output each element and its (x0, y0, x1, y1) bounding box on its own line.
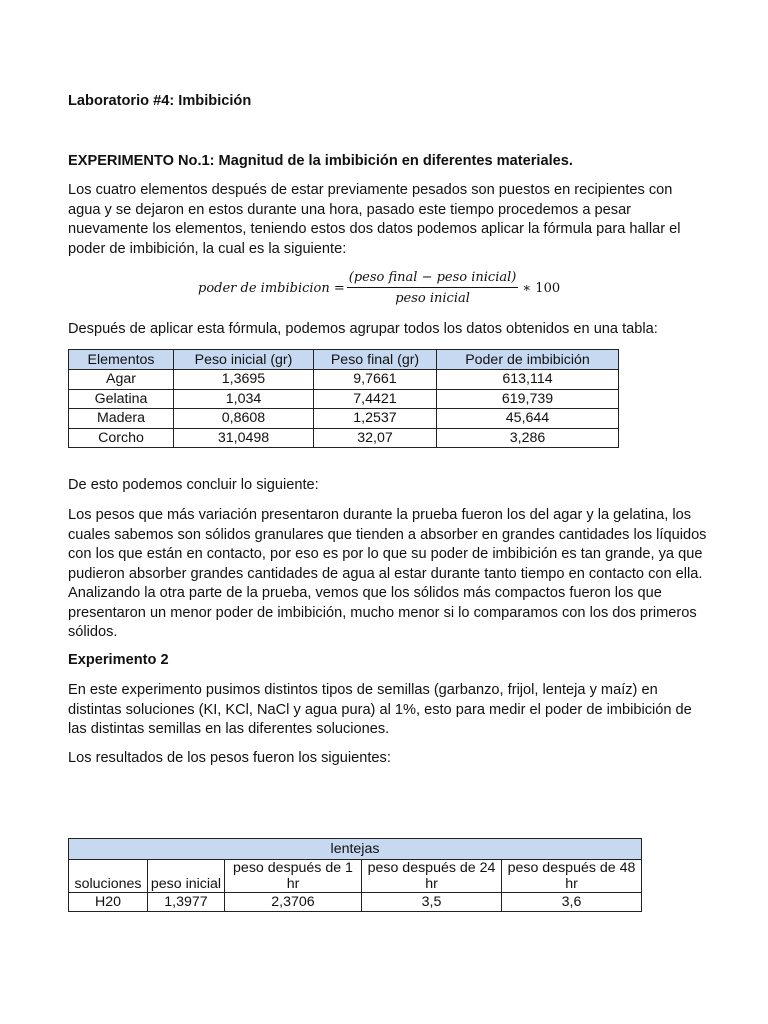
table-cell: 32,07 (314, 428, 437, 448)
table-cell: Corcho (69, 428, 174, 448)
imbibition-formula (198, 268, 560, 308)
formula-fraction (347, 270, 519, 306)
conclusion-intro: De esto podemos concluir lo siguiente: (68, 477, 319, 493)
table-header-row (69, 350, 619, 370)
document-title: Laboratorio #4: Imbibición (68, 93, 252, 109)
column-header: soluciones (69, 860, 148, 893)
table-title-row (69, 839, 642, 860)
column-header: peso inicial (148, 860, 225, 893)
formula-denominator: peso inicial (395, 291, 470, 306)
table-cell: 3,286 (437, 428, 619, 448)
column-header: Peso inicial (gr) (174, 350, 314, 370)
results-intro: Los resultados de los pesos fueron los siguientes: (68, 750, 391, 766)
table-cell: H20 (69, 893, 148, 912)
table-cell: 1,2537 (314, 409, 437, 429)
table-cell: 1,3977 (148, 893, 225, 912)
table-title: lentejas (69, 839, 642, 860)
table-row (69, 389, 619, 409)
table-header-row (69, 860, 642, 893)
table-cell: 3,5 (362, 893, 502, 912)
table-cell: 45,644 (437, 409, 619, 429)
table-row (69, 428, 619, 448)
table-cell: 2,3706 (225, 893, 362, 912)
table-cell: 619,739 (437, 389, 619, 409)
table-cell: 0,8608 (174, 409, 314, 429)
table-cell: Madera (69, 409, 174, 429)
column-header: Poder de imbibición (437, 350, 619, 370)
lentejas-table (68, 838, 642, 912)
formula-multiplier: ∗ 100 (522, 280, 561, 296)
experiment-1-intro: Los cuatro elementos después de estar previamente pesados son puestos en recipientes con agua y se dejaron en estos durante una hora, pasado este tiempo procedemos a pesar nuevamente los elementos, teniendo estos dos datos podemos aplicar la fórmula para hallar el poder de imbibición, la cual es la siguiente: (68, 182, 681, 257)
formula-numerator: (peso final − peso inicial) (347, 270, 519, 288)
column-header: peso después de 48 hr (502, 860, 642, 893)
table-cell: 31,0498 (174, 428, 314, 448)
experiment-2-heading: Experimento 2 (68, 652, 169, 668)
table-row (69, 893, 642, 912)
table-cell: 9,7661 (314, 370, 437, 390)
column-header: Peso final (gr) (314, 350, 437, 370)
table-cell: Gelatina (69, 389, 174, 409)
table-row (69, 370, 619, 390)
table-cell: Agar (69, 370, 174, 390)
experiment-1-heading: EXPERIMENTO No.1: Magnitud de la imbibición en diferentes materiales. (68, 153, 573, 169)
table-cell: 1,3695 (174, 370, 314, 390)
imbibition-table (68, 349, 619, 448)
column-header: Elementos (69, 350, 174, 370)
table-cell: 613,114 (437, 370, 619, 390)
table-cell: 7,4421 (314, 389, 437, 409)
after-formula-text: Después de aplicar esta fórmula, podemos agrupar todos los datos obtenidos en una tabla: (68, 321, 658, 337)
conclusion-paragraph: Los pesos que más variación presentaron durante la prueba fueron los del agar y la gelatina, los cuales sabemos son sólidos granulares que tienden a absorber en grandes cantidades los líquidos con los que están en contacto, por eso es por lo que su poder de imbibición es tan grande, ya que pudieron absorber grandes cantidades de agua al estar durante tanto tiempo en contacto con ella. Analizando la otra parte de la prueba, vemos que los sólidos más compactos fueron los que presentaron un menor poder de imbibición, mucho menor si lo comparamos con los dos primeros sólidos. (68, 507, 707, 640)
experiment-2-intro: En este experimento pusimos distintos tipos de semillas (garbanzo, frijol, lenteja y maíz) en distintas soluciones (KI, KCl, NaCl y agua pura) al 1%, esto para medir el poder de imbibición de las distintas semillas en las diferentes soluciones. (68, 682, 692, 737)
column-header: peso después de 24 hr (362, 860, 502, 893)
formula-lhs: poder de imbibicion = (198, 280, 345, 296)
table-cell: 1,034 (174, 389, 314, 409)
table-row (69, 409, 619, 429)
column-header: peso después de 1 hr (225, 860, 362, 893)
table-cell: 3,6 (502, 893, 642, 912)
